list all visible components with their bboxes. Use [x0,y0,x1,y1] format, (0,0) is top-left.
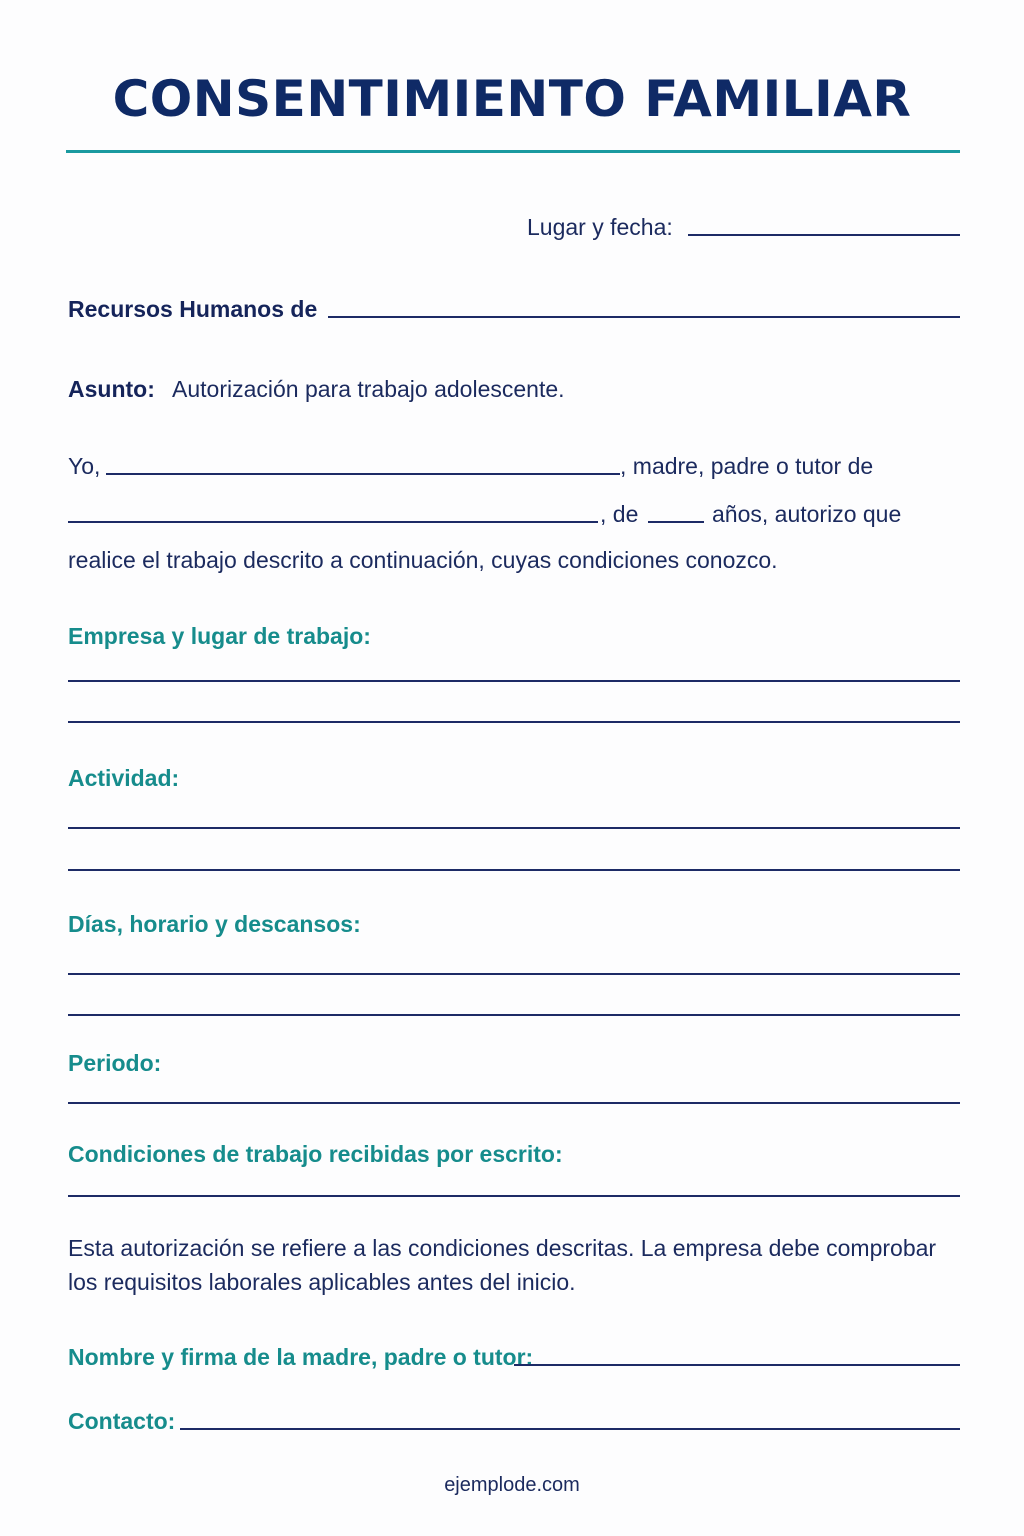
section-period: Periodo: [68,1050,162,1076]
company-line-1[interactable] [68,680,960,682]
page-title: CONSENTIMIENTO FAMILIAR [112,70,912,128]
signature-label: Nombre y firma de la madre, padre o tutor: [68,1344,534,1370]
notice-line-1: Esta autorización se refiere a las condiciones descritas. La empresa debe comprobar [68,1235,937,1261]
subject-text: Autorización para trabajo adolescente. [172,376,565,402]
place-date-field[interactable] [688,234,960,236]
section-activity: Actividad: [68,765,180,791]
footer-site: ejemplode.com [444,1474,580,1496]
age-field[interactable] [648,521,704,523]
title-divider [66,150,960,153]
signature-field[interactable] [514,1364,960,1366]
place-date-label: Lugar y fecha: [527,214,673,240]
schedule-line-2[interactable] [68,1014,960,1016]
period-line[interactable] [68,1102,960,1104]
notice-line-2: los requisitos laborales aplicables antes del inicio. [68,1269,576,1295]
contact-field[interactable] [180,1428,960,1430]
yo-prefix: Yo, [68,453,101,479]
subject-label: Asunto: [68,376,155,402]
section-schedule: Días, horario y descansos: [68,911,361,937]
minor-name-field[interactable] [68,521,598,523]
activity-line-1[interactable] [68,827,960,829]
activity-line-2[interactable] [68,869,960,871]
section-written-conditions: Condiciones de trabajo recibidas por escrito: [68,1141,563,1167]
company-line-2[interactable] [68,721,960,723]
guardian-name-field[interactable] [106,473,620,475]
guardian-role-text: , madre, padre o tutor de [620,453,874,479]
conditions-line[interactable] [68,1195,960,1197]
de-text: , de [600,501,639,527]
section-company-workplace: Empresa y lugar de trabajo: [68,623,371,649]
schedule-line-1[interactable] [68,973,960,975]
contact-label: Contacto: [68,1408,176,1434]
hr-company-field[interactable] [328,316,960,318]
hr-label: Recursos Humanos de [68,296,318,322]
anos-text: años, autorizo que [712,501,902,527]
authorization-text: realice el trabajo descrito a continuación, cuyas condiciones conozco. [68,547,778,573]
